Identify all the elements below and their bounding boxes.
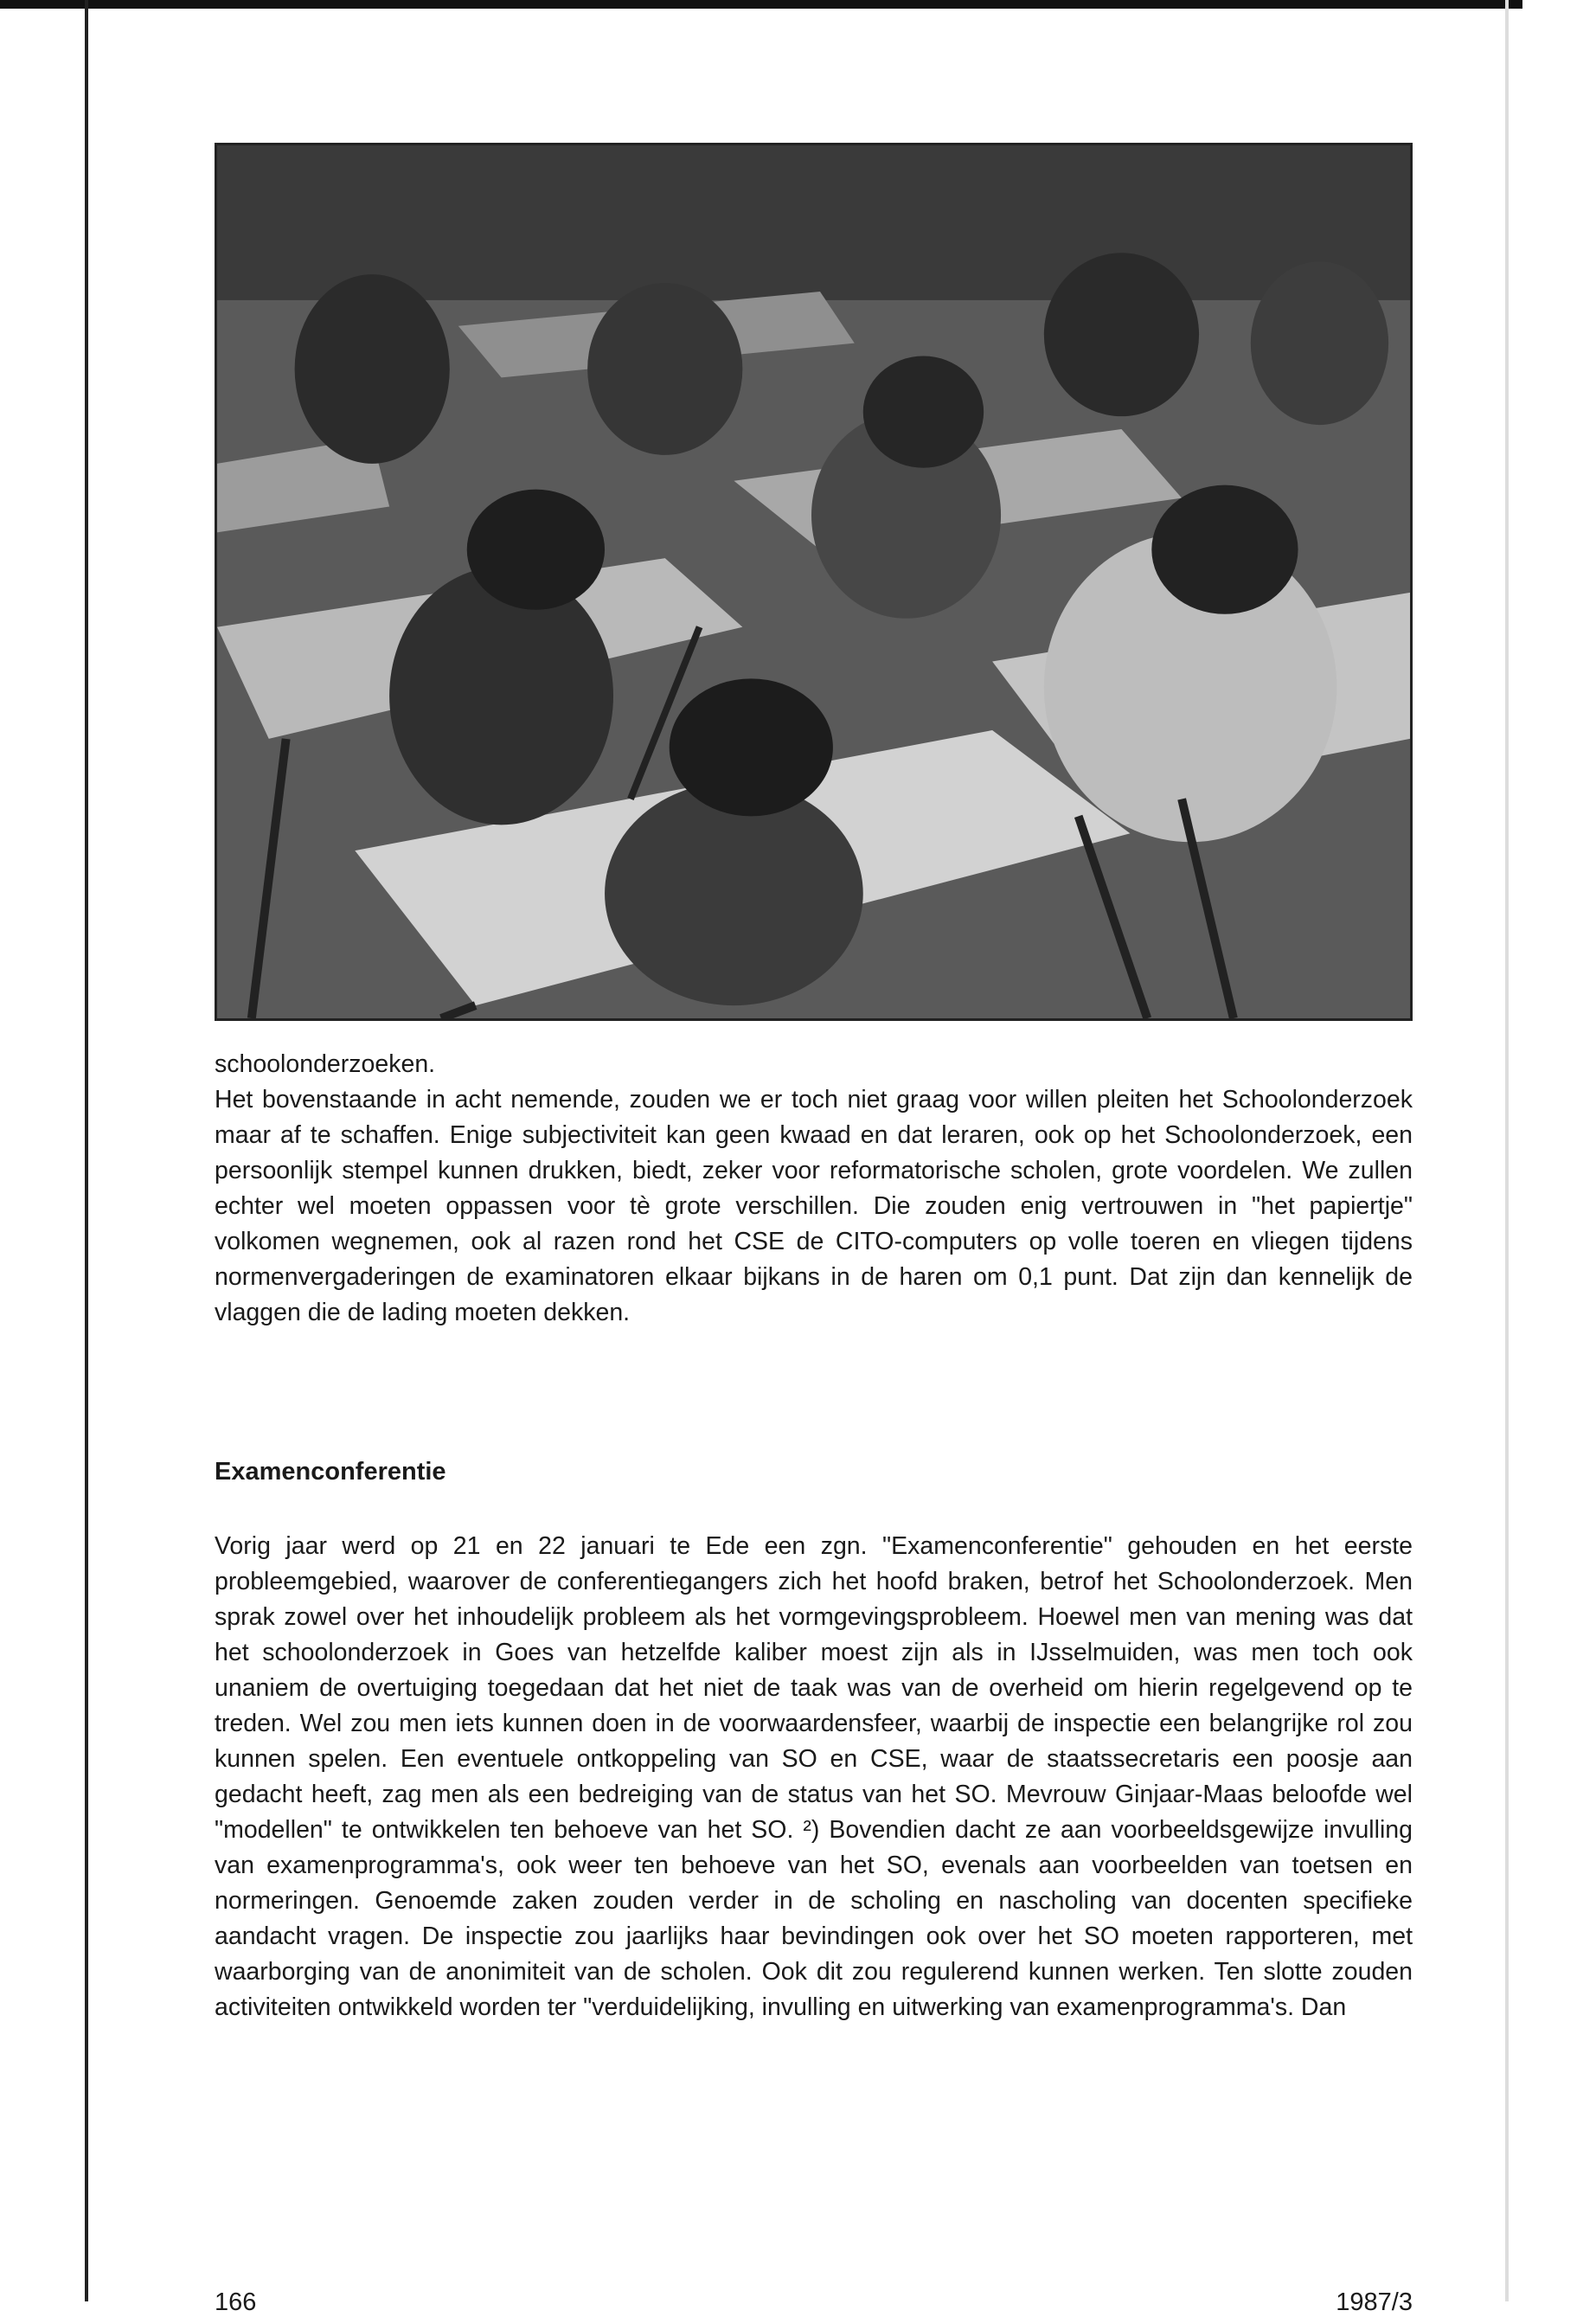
scan-border-left	[85, 0, 88, 2301]
lead-text	[215, 1047, 1413, 1331]
exam-hall-photo-illustration	[217, 145, 1410, 1018]
lead-paragraph-2: Het bovenstaande in acht nemende, zouden we er toch niet graag voor willen pleiten het Schoolonderzoek maar af te schaffen. Enige subjectiviteit kan geen kwaad en dat leraren, ook op het Schoolonderzoek, een persoonlijk stempel kunnen drukken, biedt, zeker voor reformatorische scholen, grote voordelen. We zullen echter wel moeten oppassen voor tè grote verschillen. Die zouden enig vertrouwen in "het papiertje" volkomen wegnemen, ook al razen rond het CSE de CITO-computers op volle toeren en vliegen tijdens normenvergaderingen de examinatoren elkaar bijkans in de haren om 0,1 punt. Dat zijn dan kennelijk de vlaggen die de lading moeten dekken.	[215, 1086, 1413, 1326]
scan-border-right	[1505, 0, 1509, 2301]
exam-hall-photo	[215, 143, 1413, 1021]
section-paragraph: Vorig jaar werd op 21 en 22 januari te Ede een zgn. "Examenconferentie" gehouden en het eerste probleemgebied, waarover de conferentiegangers zich het hoofd braken, betrof het Schoolonderzoek. Men sprak zowel over het inhoudelijk probleem als het vormgevingsprobleem. Hoewel men van mening was dat het schoolonderzoek in Goes van hetzelfde kaliber moest zijn als in IJsselmuiden, was men toch ook unaniem de overtuiging toegedaan dat het niet de taak was van de overheid om hierin regelgevend op te treden. Wel zou men iets kunnen doen in de voorwaardensfeer, waarbij de inspectie een belangrijke rol zou kunnen spelen. Een eventuele ontkoppeling van SO en CSE, waar de staatssecretaris een poosje aan gedacht heeft, zag men als een bedreiging van de status van het SO. Mevrouw Ginjaar-Maas beloofde wel "modellen" te ontwikkelen ten behoeve van het SO. ²) Bovendien dacht ze aan voorbeeldsgewijze invulling van examenprogramma's, ook weer ten behoeve van het SO, evenals aan voorbeelden van toetsen en normeringen. Genoemde zaken zouden verder in de scholing en nascholing van docenten specifieke aandacht vragen. De inspectie zou jaarlijks haar bevindingen ook over het SO moeten rapporteren, met waarborging van de anonimiteit van de scholen. Ook dit zou regulerend kunnen werken. Ten slotte zouden activiteiten ontwikkeld worden ter "verduidelijking, invulling en uitwerking van examenprogramma's. Dan	[215, 1532, 1413, 2021]
issue-label: 1987/3	[1336, 2288, 1413, 2316]
scan-border-top	[0, 0, 1522, 9]
page-number: 166	[215, 2288, 257, 2316]
lead-paragraph-1: schoolonderzoeken.	[215, 1050, 436, 1078]
document-page	[215, 143, 1413, 2316]
section-heading: Examenconferentie	[215, 1458, 446, 1486]
section-body	[215, 1529, 1413, 2025]
